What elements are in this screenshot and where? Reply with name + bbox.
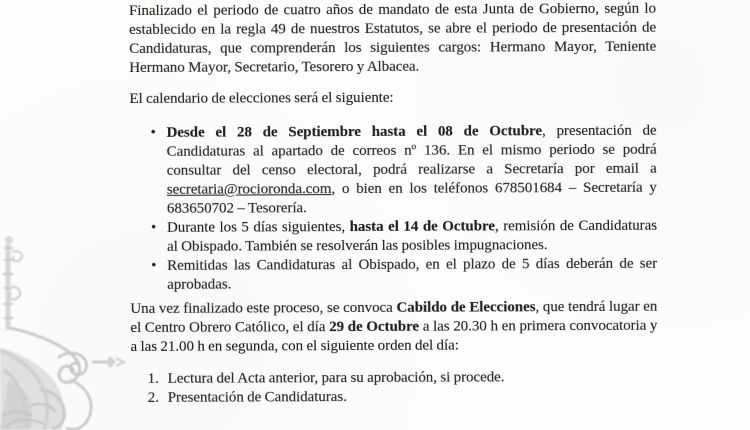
paragraph-intro: Finalizado el periodo de cuatro años de mandato de esta Junta de Gobierno, según lo establecido en la regla 49 de nuestros Estatutos, se abre el periodo de presentación de Candidaturas, que comprenderán los siguientes cargos: Hermano Mayor, Teniente Hermano Mayor, Secretario, Tesorero y Albacea. xyxy=(129,0,657,76)
text-segment: Una vez finalizado este proceso, se convoca xyxy=(130,299,397,317)
text-segment: , o bien en los teléfonos 678501684 – Secretaría y 683650702 – Tesorería. xyxy=(166,179,657,217)
list-item-remision xyxy=(130,217,657,257)
date-deadline-obispado: hasta el 14 de Octubre xyxy=(349,218,495,236)
date-cabildo-bold: 29 de Octubre xyxy=(329,318,420,336)
bullet-icon: • xyxy=(150,219,157,236)
cabildo-elecciones-bold: Cabildo de Elecciones xyxy=(396,299,536,316)
list-item-text: Remitidas las Candidaturas al Obispado, en el plazo de 5 días deberán de ser aprobadas. xyxy=(167,255,658,293)
paragraph-cabildo xyxy=(130,298,657,357)
text-segment: , remisión de Candidaturas al Obispado. También se resolverán las posibles impugnaciones. xyxy=(167,217,658,255)
bullet-icon: • xyxy=(151,257,157,274)
election-calendar-list xyxy=(130,122,658,295)
email-link: secretaria@rocioronda.com xyxy=(166,181,332,198)
ornament-watermark-icon xyxy=(0,230,135,430)
agenda-item-1 xyxy=(131,368,658,389)
list-item-text xyxy=(167,218,657,255)
agenda-number: 1. xyxy=(147,370,159,387)
bullet-icon: • xyxy=(150,124,156,141)
document-body xyxy=(129,0,658,408)
text-segment: Durante los 5 días siguientes, xyxy=(166,219,350,236)
list-item-text xyxy=(167,123,657,217)
agenda-number: 2. xyxy=(147,389,159,406)
agenda-item-text: Lectura del Acta anterior, para su aprobación, si procede. xyxy=(167,369,505,387)
paragraph-calendar-intro: El calendario de elecciones será el siguiente: xyxy=(129,89,394,107)
date-range-presentacion: Desde el 28 de Septiembre hasta el 08 de Octubre xyxy=(166,123,543,141)
list-item-presentacion xyxy=(130,122,657,219)
agenda-item-2 xyxy=(131,387,658,408)
text-segment: , presentación de Candidaturas al apartado de correos nº 136. En el mismo periodo se podrá consultar del censo electoral, podrá realizarse a Secretaría por email a xyxy=(166,122,657,179)
agenda-list xyxy=(131,368,658,408)
text-segment: a las 20.30 h en primera convocatoria y a las 21.00 h en segunda, con el siguiente orden del día: xyxy=(130,317,658,355)
list-item-aprobacion xyxy=(130,255,657,295)
text-segment: , que tendrá lugar en el Centro Obrero Católico, el día xyxy=(130,298,658,336)
agenda-item-text: Presentación de Candidaturas. xyxy=(167,389,347,406)
